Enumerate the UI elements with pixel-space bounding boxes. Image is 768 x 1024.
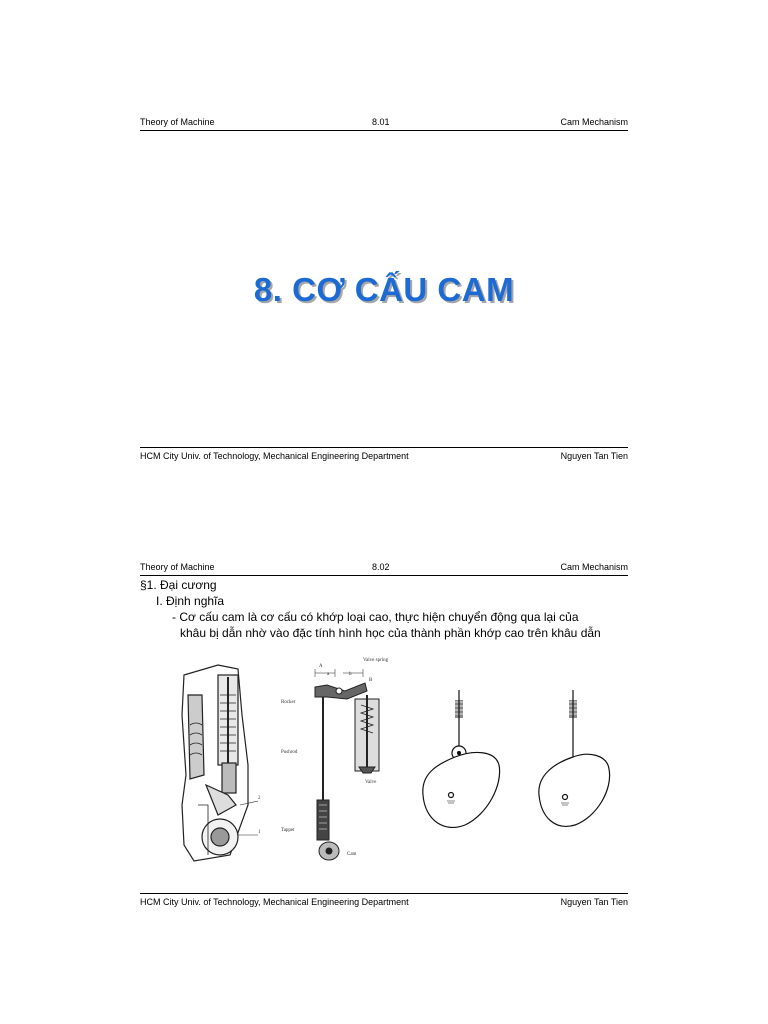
valve-spring-label: Valve spring [363, 658, 389, 663]
chapter-title: 8. CƠ CẤU CAM [253, 271, 515, 308]
section-heading: §1. Đại cương [140, 578, 217, 592]
pushrod-label: Pushrod [281, 750, 298, 755]
part-1-label: 1 [258, 830, 261, 835]
footer-divider [140, 447, 628, 448]
definition-line-1: - Cơ cấu cam là cơ cấu có khớp loại cao, thực hiện chuyển động qua lại của [172, 610, 579, 624]
point-a-label: A [319, 664, 323, 669]
dim-b-label: b [349, 672, 352, 677]
footer-author: Nguyen Tan Tien [560, 897, 628, 907]
tappet-label: Tappet [281, 828, 295, 833]
footer-author: Nguyen Tan Tien [560, 451, 628, 461]
footer-divider [140, 893, 628, 894]
header-course: Theory of Machine [140, 562, 215, 572]
valve-label: Valve [365, 780, 377, 785]
header-divider [140, 575, 628, 576]
definition-line-2: khâu bị dẫn nhờ vào đặc tính hình học của thành phần khớp cao trên khâu dẫn [180, 626, 601, 640]
cam-label: Cam [347, 852, 357, 857]
header-course: Theory of Machine [140, 117, 215, 127]
header-slide-number: 8.02 [372, 562, 390, 572]
knife-edge-cam-figure [525, 655, 615, 855]
dim-a-label: a [327, 672, 330, 677]
footer-institution: HCM City Univ. of Technology, Mechanical Engineering Department [140, 897, 409, 907]
rocker-label: Rocker [281, 700, 296, 705]
header-topic: Cam Mechanism [560, 117, 628, 127]
roller-follower-cam-figure [415, 655, 505, 855]
part-2-label: 2 [258, 796, 261, 801]
footer-institution: HCM City Univ. of Technology, Mechanical Engineering Department [140, 451, 409, 461]
rocker-pushrod-figure [275, 655, 389, 867]
engine-cross-section-figure [178, 655, 268, 867]
point-b-label: B [369, 678, 373, 683]
slide-header [140, 116, 628, 128]
slide-footer [140, 896, 628, 908]
header-topic: Cam Mechanism [560, 562, 628, 572]
slide-8-02 [140, 555, 628, 910]
subsection-heading: I. Định nghĩa [156, 594, 225, 608]
slide-header [140, 561, 628, 573]
header-slide-number: 8.01 [372, 117, 390, 127]
figure-row [140, 655, 628, 870]
slide-8-01 [140, 110, 628, 470]
slide-footer [140, 450, 628, 462]
header-divider [140, 130, 628, 131]
